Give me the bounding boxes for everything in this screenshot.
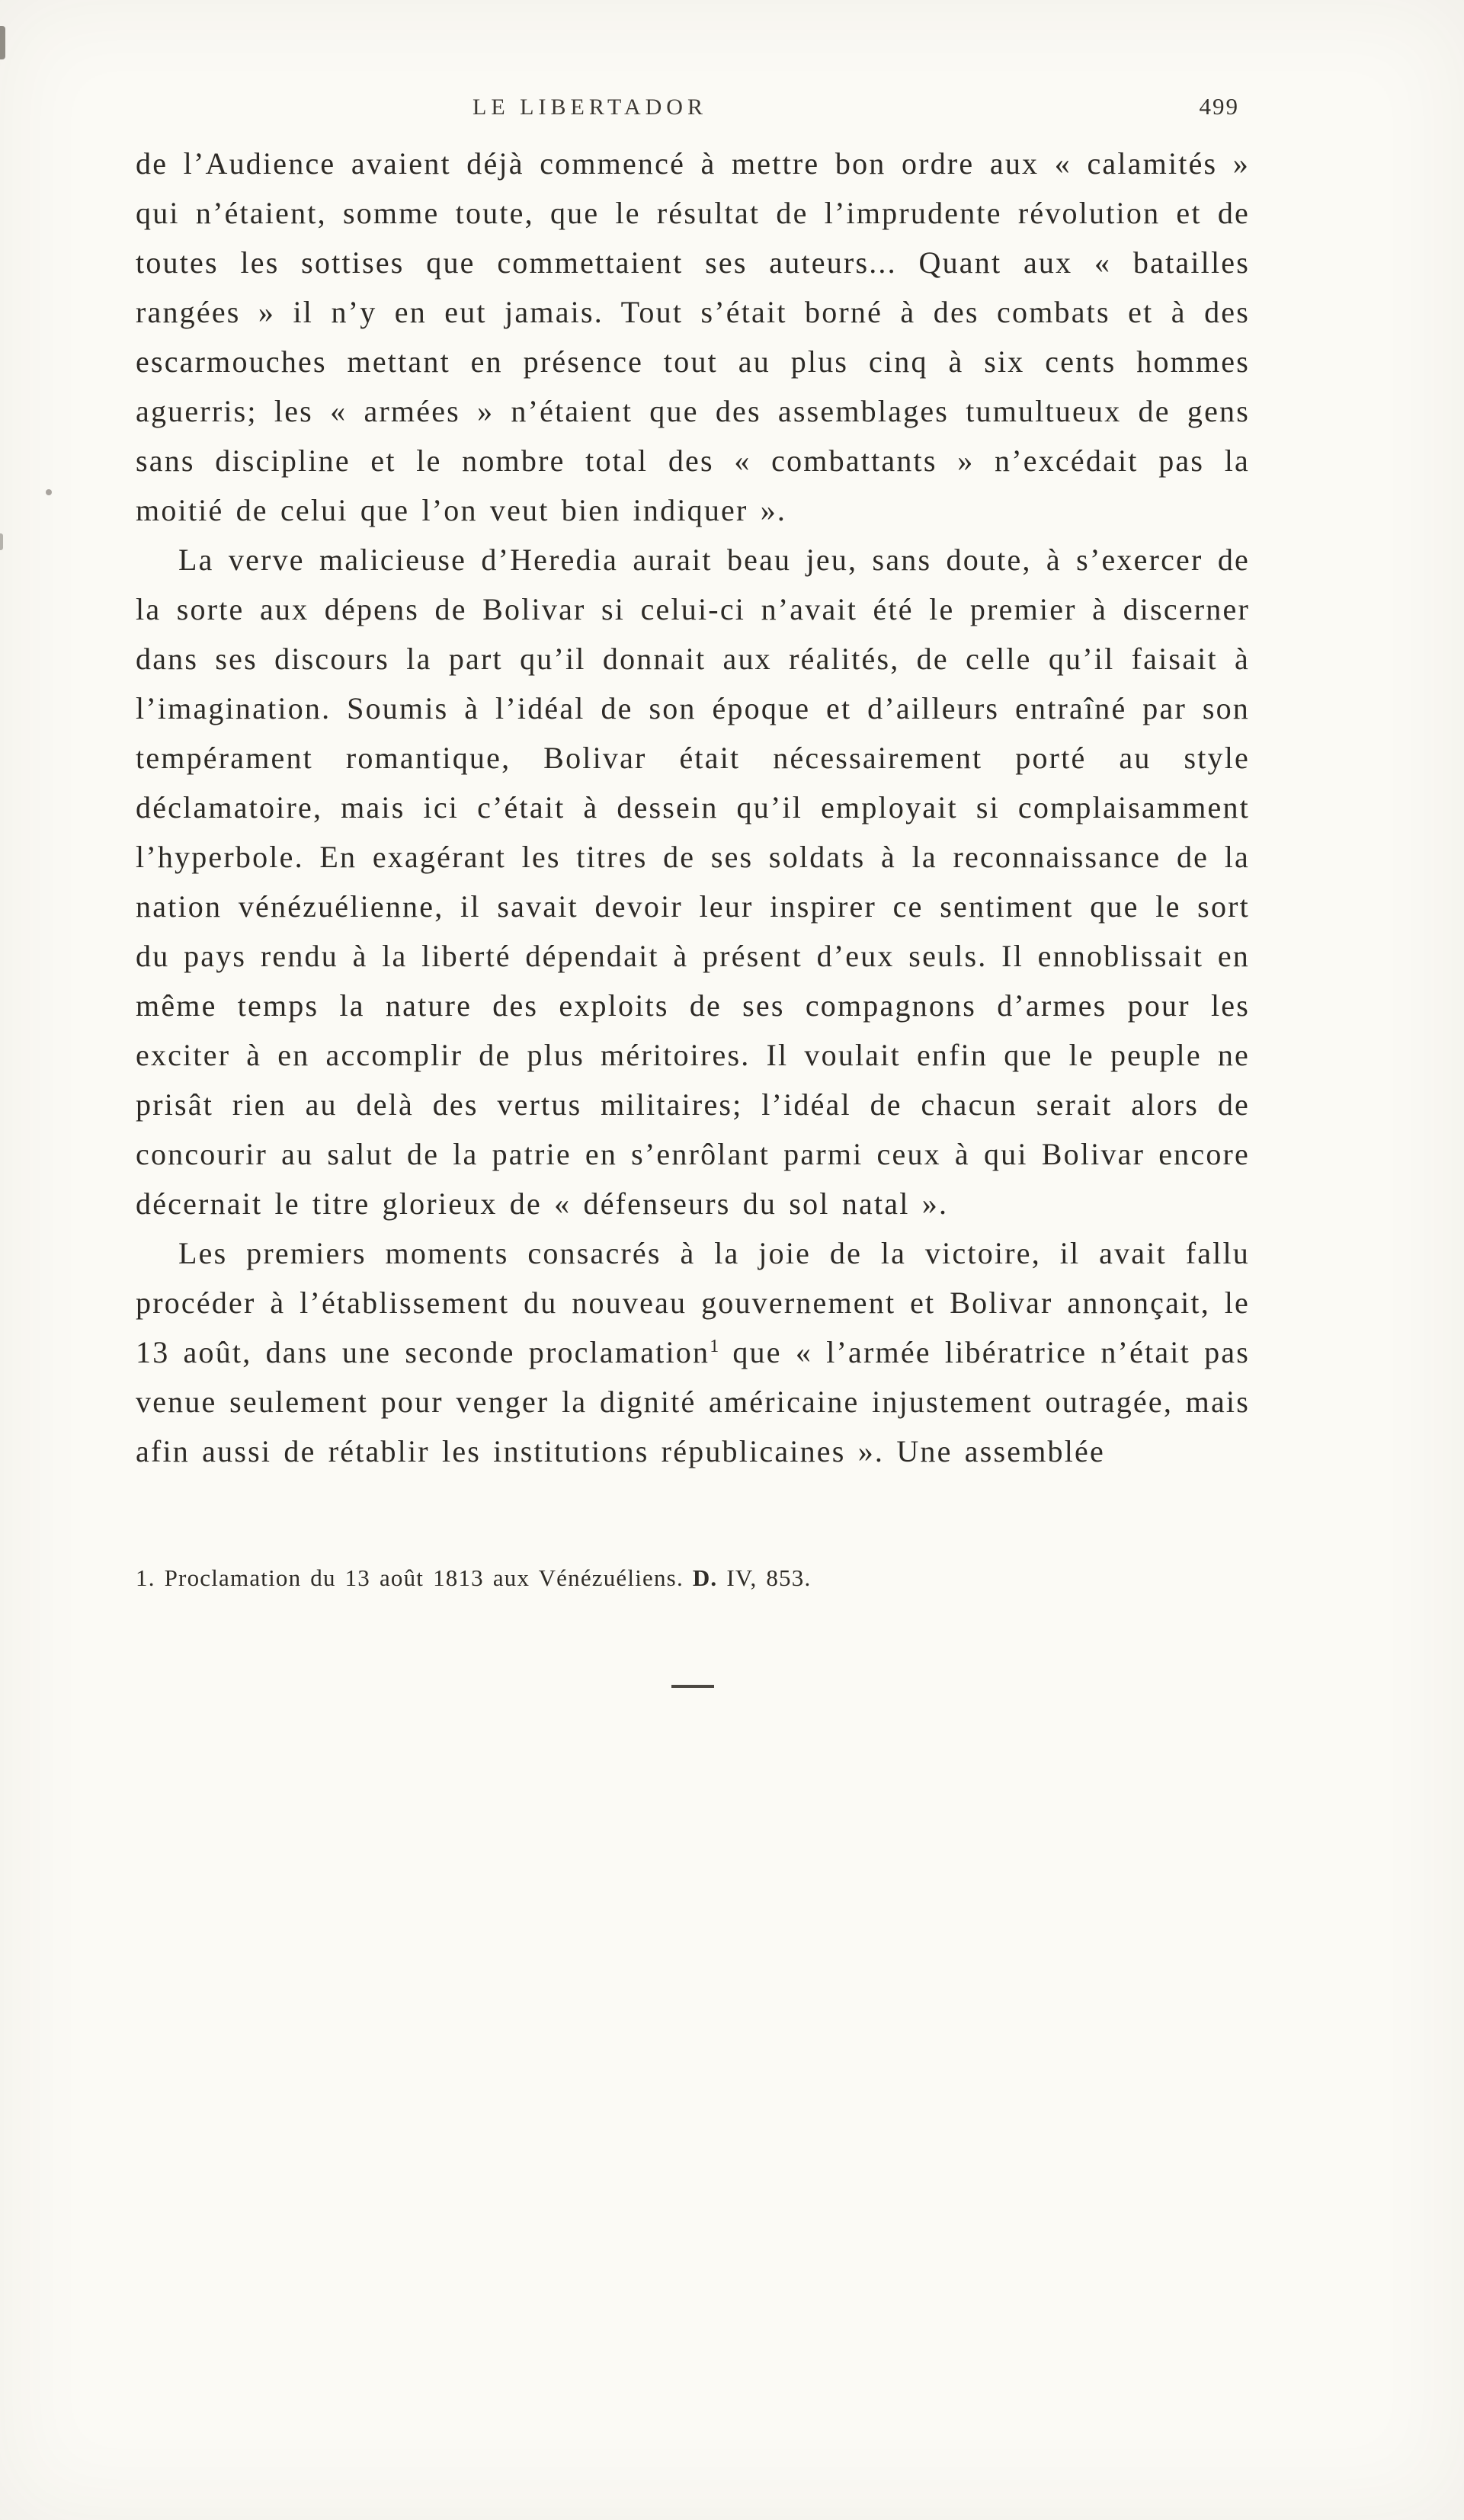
- footnote-text: Proclamation du 13 août 1813 aux Vénézuéliens.: [155, 1564, 693, 1591]
- scan-speck: [46, 489, 52, 495]
- footnote-label: 1.: [136, 1564, 155, 1591]
- paragraph-1: de l’Audience avaient déjà commencé à mettre bon ordre aux « calamités » qui n’étaient, somme toute, que le résultat de l’imprudente révolution et de toutes les sottises que commettaient ses auteurs... Quant aux « batailles rangées » il n’y en eut jamais. Tout s’était borné à des combats et à des escarmouches mettant en présence tout au plus cinq à six cents hommes aguerris; les « armées » n’étaient que des assemblages tumultueux de gens sans discipline et le nombre total des « combattants » n’excédait pas la moitié de celui que l’on veut bien indiquer ».: [136, 146, 1250, 527]
- running-title: LE LIBERTADOR: [473, 94, 707, 120]
- end-dash-mark: [671, 1685, 714, 1688]
- paragraph-3-text-after-ref: que « l’armée libératrice n’était pas venue seulement pour venger la dignité américaine injustement outragée, mais afin aussi de rétablir les institutions républicaines ». Une assemblée: [136, 1335, 1250, 1468]
- footnote-source-tail: IV, 853.: [717, 1564, 812, 1591]
- paragraph-3-text-before-ref: Les premiers moments consacrés à la joie de la victoire, il avait fallu procéder à l’établissement du nouveau gouvernement et Bolivar annonçait, le 13 août, dans une seconde proclamation: [136, 1236, 1250, 1369]
- footnote-reference-mark: 1: [710, 1337, 719, 1356]
- paragraph-2: La verve malicieuse d’Heredia aurait beau jeu, sans doute, à s’exercer de la sorte aux dépens de Bolivar si celui-ci n’avait été le premier à discerner dans ses discours la part qu’il donnait aux réalités, de celle qu’il faisait à l’imagination. Soumis à l’idéal de son époque et d’ailleurs entraîné par son tempérament romantique, Bolivar était nécessairement porté au style déclamatoire, mais ici c’était à dessein qu’il employait si complaisamment l’hyperbole. En exagérant les titres de ses soldats à la reconnaissance de la nation vénézuélienne, il savait devoir leur inspirer ce sentiment que le sort du pays rendu à la liberté dépendait à présent d’eux seuls. Il ennoblissait en même temps la nature des exploits de ses compagnons d’armes pour les exciter à en accomplir de plus méritoires. Il voulait enfin que le peuple ne prisât rien au delà des vertus militaires; l’idéal de chacun serait alors de concourir au salut de la patrie en s’enrôlant parmi ceux à qui Bolivar encore décernait le titre glorieux de « défenseurs du sol natal ».: [136, 543, 1250, 1221]
- page-body: [136, 139, 1250, 1476]
- paragraph-3: [136, 1228, 1250, 1476]
- scan-speck: [0, 26, 5, 59]
- footnote: [136, 1561, 1250, 1595]
- page-number: 499: [1199, 93, 1239, 120]
- running-header: [136, 90, 1250, 126]
- footnote-source-abbrev: D.: [692, 1564, 718, 1591]
- page-content: [136, 90, 1250, 1688]
- scan-speck: [0, 533, 3, 550]
